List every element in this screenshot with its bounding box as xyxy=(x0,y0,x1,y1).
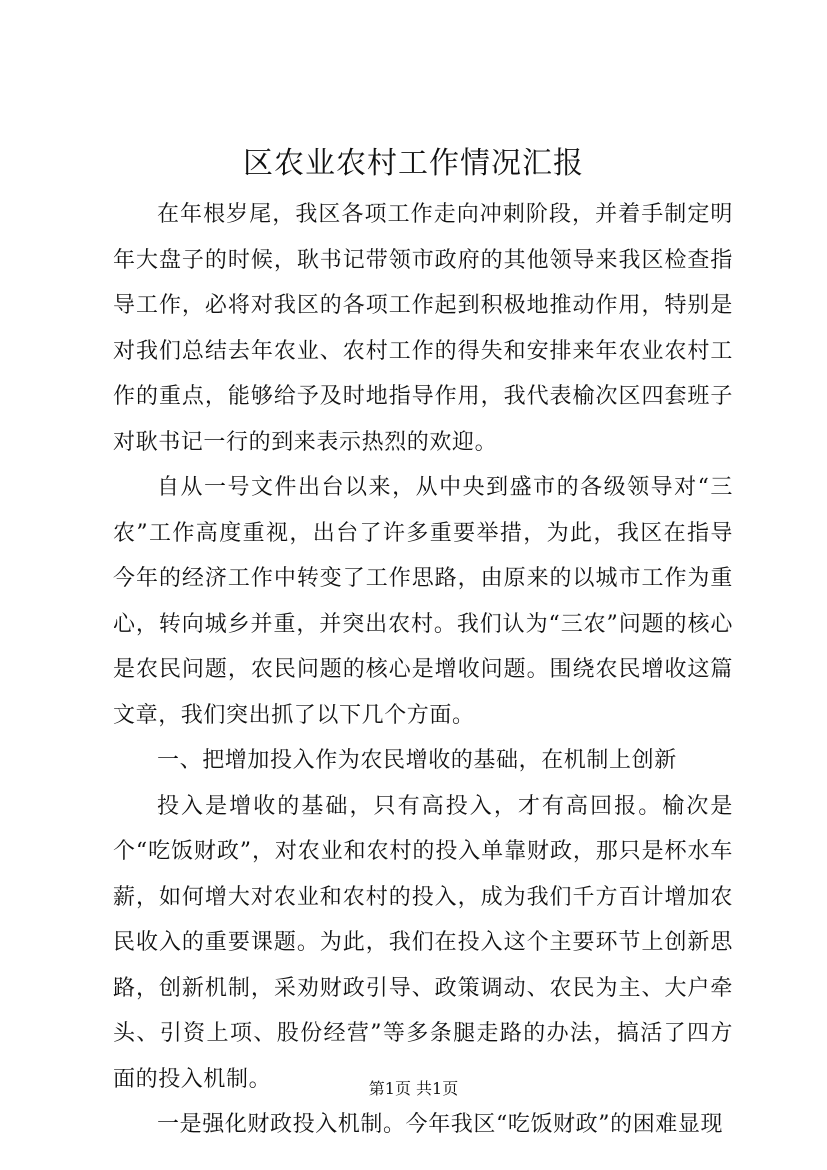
document-title: 区农业农村工作情况汇报 xyxy=(243,146,584,181)
page-footer xyxy=(0,1078,827,1100)
document-body xyxy=(113,192,733,1148)
page-number-label: 第1页 共1页 xyxy=(368,1079,459,1098)
paragraph: 自从一号文件出台以来，从中央到盛市的各级领导对“三农”工作高度重视，出台了许多重要举措，为此，我区在指导今年的经济工作中转变了工作思路，由原来的以城市工作为重心，转向城乡并重，并突出农村。我们认为“三农”问题的核心是农民问题，农民问题的核心是增收问题。围绕农民增收这篇文章，我们突出抓了以下几个方面。 xyxy=(113,475,733,728)
section-heading: 一、把增加投入作为农民增收的基础，在机制上创新 xyxy=(157,748,677,773)
paragraph: 投入是增收的基础，只有高投入，才有高回报。榆次是个“吃饭财政”，对农业和农村的投入单靠财政，那只是杯水车薪，如何增大对农业和农村的投入，成为我们千方百计增加农民收入的重要课题。为此，我们在投入这个主要环节上创新思路，创新机制，采劝财政引导、政策调动、农民为主、大户牵头、引资上项、股份经营”等多条腿走路的办法，搞活了四方面的投入机制。 xyxy=(113,793,733,1092)
paragraph: 一是强化财政投入机制。今年我区“吃饭财政”的困难显现 xyxy=(157,1112,724,1137)
paragraph: 在年根岁尾，我区各项工作走向冲刺阶段，并着手制定明年大盘子的时候，耿书记带领市政府的其他领导来我区检查指导工作，必将对我区的各项工作起到积极地推动作用，特别是对我们总结去年农业、农村工作的得失和安排来年农业农村工作的重点，能够给予及时地指导作用，我代表榆次区四套班子对耿书记一行的到来表示热烈的欢迎。 xyxy=(113,202,733,455)
